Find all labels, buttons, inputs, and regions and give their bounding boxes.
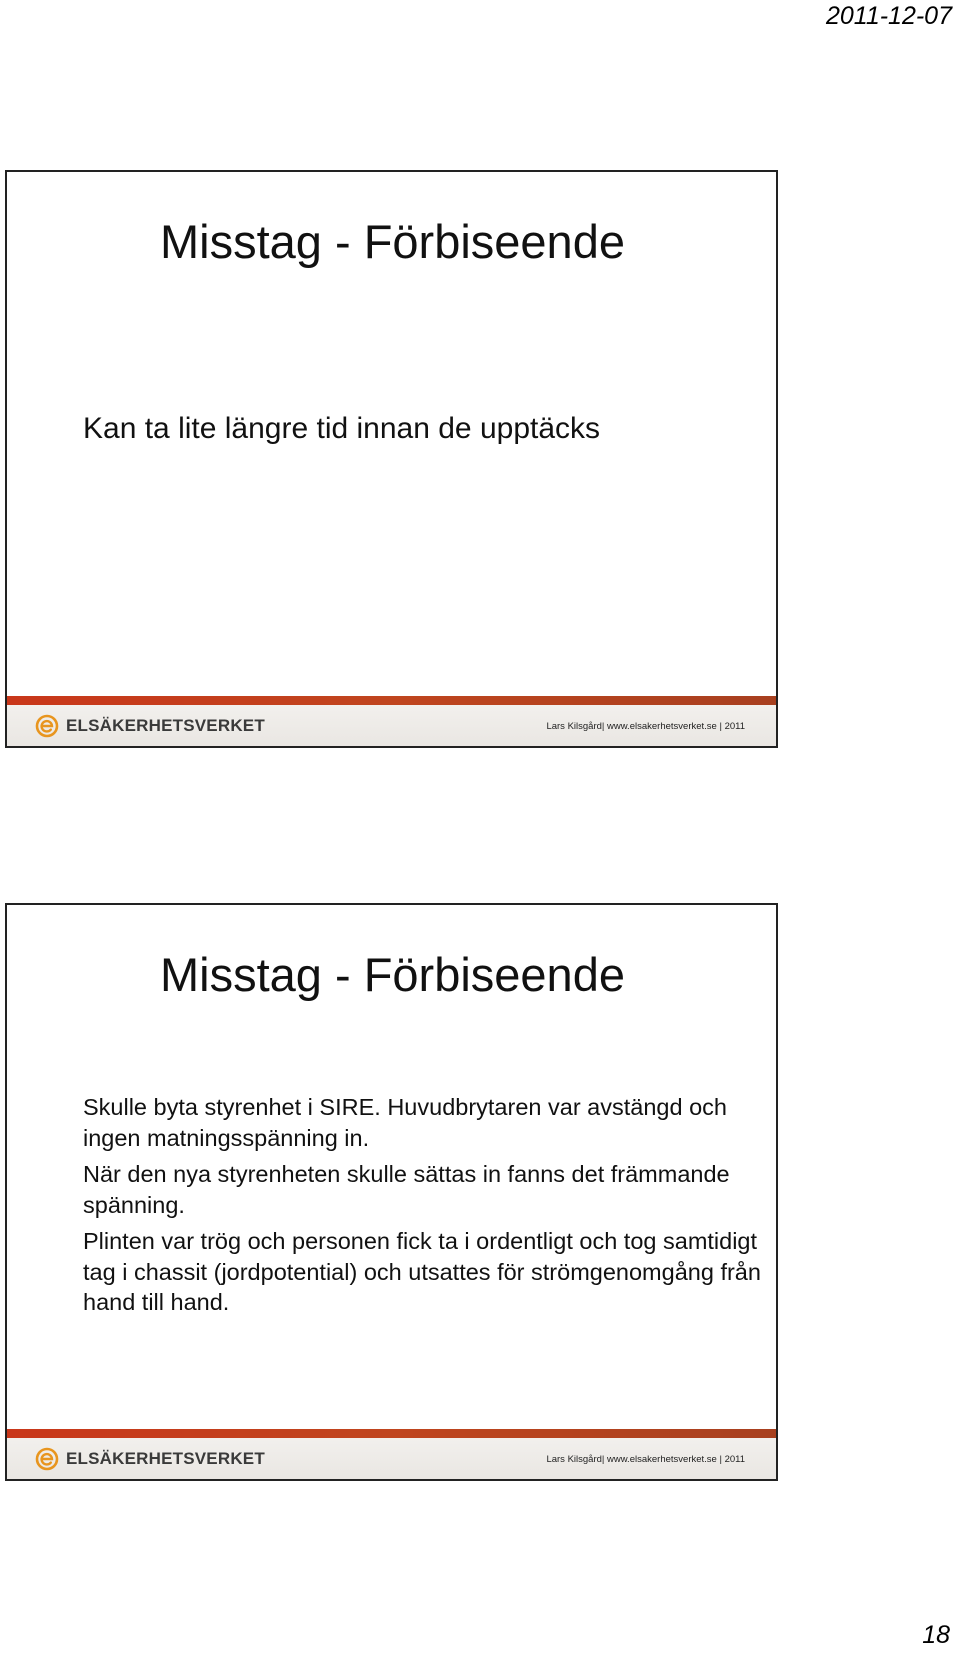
elsakerhetsverket-logo (35, 713, 265, 739)
slide-title: Misstag - Förbiseende (160, 215, 625, 268)
logo-text: ELSÄKERHETSVERKET (66, 716, 265, 735)
slide-1 (5, 170, 778, 748)
page-date: 2011-12-07 (825, 2, 952, 30)
slide-2 (5, 903, 778, 1481)
footer-accent-bar (7, 1429, 776, 1438)
slide-body (83, 1092, 763, 1324)
logo-mark-icon (35, 1447, 59, 1471)
slide-paragraph: När den nya styrenheten skulle sättas in fanns det främmande spänning. (83, 1161, 730, 1218)
slide-title: Misstag - Förbiseende (160, 948, 625, 1001)
logo-text: ELSÄKERHETSVERKET (66, 1449, 265, 1468)
slide-paragraph: Plinten var trög och personen fick ta i ordentligt och tog samtidigt tag i chassit (jordpotential) och utsattes för strömgenomgång från hand till hand. (83, 1228, 761, 1315)
elsakerhetsverket-logo (35, 1446, 265, 1472)
slide-body-text: Kan ta lite längre tid innan de upptäcks (83, 412, 601, 445)
slide-footer (7, 705, 776, 748)
slide-paragraph: Skulle byta styrenhet i SIRE. Huvudbrytaren var avstängd och ingen matningsspänning in. (83, 1094, 727, 1151)
slide-footer (7, 1438, 776, 1481)
footer-credit: Lars Kilsgård| www.elsakerhetsverket.se | 2011 (546, 1454, 745, 1465)
footer-credit: Lars Kilsgård| www.elsakerhetsverket.se | 2011 (546, 721, 745, 732)
page-number: 18 (922, 1621, 950, 1649)
footer-accent-bar (7, 696, 776, 705)
logo-mark-icon (35, 714, 59, 738)
